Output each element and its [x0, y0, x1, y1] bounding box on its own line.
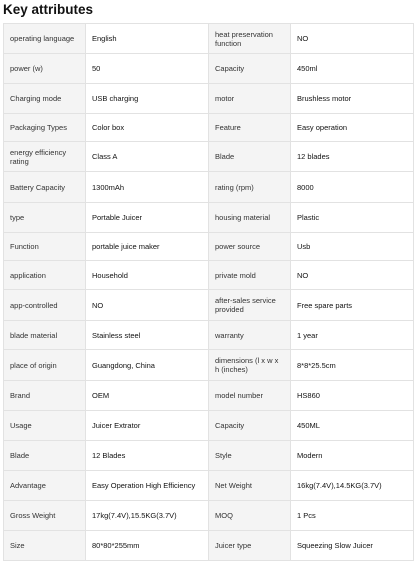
attribute-label: operating language — [4, 24, 86, 54]
attribute-label: dimensions (l x w x h (inches) — [209, 350, 291, 381]
table-row — [4, 84, 414, 114]
attribute-label: Capacity — [209, 54, 291, 84]
attribute-value: OEM — [86, 381, 209, 411]
attribute-value: NO — [86, 290, 209, 321]
table-row — [4, 411, 414, 441]
table-row — [4, 381, 414, 411]
attribute-value: Easy operation — [291, 114, 414, 142]
attribute-value: NO — [291, 261, 414, 290]
attribute-label: Style — [209, 441, 291, 471]
attribute-label: Capacity — [209, 411, 291, 441]
attribute-label: power (w) — [4, 54, 86, 84]
attribute-label: Packaging Types — [4, 114, 86, 142]
attribute-value: USB charging — [86, 84, 209, 114]
attribute-value: 12 Blades — [86, 441, 209, 471]
attribute-value: NO — [291, 24, 414, 54]
table-row — [4, 54, 414, 84]
attribute-value: Plastic — [291, 203, 414, 233]
attribute-label: application — [4, 261, 86, 290]
attribute-label: power source — [209, 233, 291, 261]
attribute-value: Easy Operation High Efficiency — [86, 471, 209, 501]
attribute-value: Color box — [86, 114, 209, 142]
table-row — [4, 501, 414, 531]
attribute-value: Squeezing Slow Juicer — [291, 531, 414, 561]
attribute-label: Juicer type — [209, 531, 291, 561]
attribute-label: Feature — [209, 114, 291, 142]
attribute-value: 8*8*25.5cm — [291, 350, 414, 381]
attributes-table-body — [4, 24, 414, 561]
table-row — [4, 350, 414, 381]
attribute-value: 450ML — [291, 411, 414, 441]
attribute-value: Brushless motor — [291, 84, 414, 114]
table-row — [4, 531, 414, 561]
attribute-label: Charging mode — [4, 84, 86, 114]
attribute-label: Net Weight — [209, 471, 291, 501]
table-row — [4, 114, 414, 142]
attribute-value: 17kg(7.4V),15.5KG(3.7V) — [86, 501, 209, 531]
attribute-label: type — [4, 203, 86, 233]
attribute-value: 8000 — [291, 172, 414, 203]
attribute-value: Stainless steel — [86, 321, 209, 350]
attribute-label: Blade — [4, 441, 86, 471]
attribute-value: Free spare parts — [291, 290, 414, 321]
attribute-value: portable juice maker — [86, 233, 209, 261]
attribute-value: Guangdong, China — [86, 350, 209, 381]
attribute-value: Usb — [291, 233, 414, 261]
attribute-value: Class A — [86, 142, 209, 172]
attribute-label: MOQ — [209, 501, 291, 531]
attribute-label: rating (rpm) — [209, 172, 291, 203]
attribute-label: Function — [4, 233, 86, 261]
attribute-label: Size — [4, 531, 86, 561]
attribute-value: Household — [86, 261, 209, 290]
table-row — [4, 441, 414, 471]
attribute-label: Advantage — [4, 471, 86, 501]
table-row — [4, 290, 414, 321]
attribute-label: motor — [209, 84, 291, 114]
attribute-value: HS860 — [291, 381, 414, 411]
attribute-label: blade material — [4, 321, 86, 350]
attribute-value: 1300mAh — [86, 172, 209, 203]
attributes-table — [3, 23, 414, 561]
attribute-value: 80*80*255mm — [86, 531, 209, 561]
attribute-label: warranty — [209, 321, 291, 350]
attribute-value: Juicer Extrator — [86, 411, 209, 441]
attribute-label: Battery Capacity — [4, 172, 86, 203]
table-row — [4, 172, 414, 203]
attribute-label: Blade — [209, 142, 291, 172]
attribute-value: 1 Pcs — [291, 501, 414, 531]
attribute-value: Modern — [291, 441, 414, 471]
attribute-label: place of origin — [4, 350, 86, 381]
attribute-value: 16kg(7.4V),14.5KG(3.7V) — [291, 471, 414, 501]
attribute-label: housing material — [209, 203, 291, 233]
table-row — [4, 203, 414, 233]
attribute-label: heat preservation function — [209, 24, 291, 54]
attribute-label: after-sales service provided — [209, 290, 291, 321]
attribute-value: 12 blades — [291, 142, 414, 172]
table-row — [4, 261, 414, 290]
attribute-value: 1 year — [291, 321, 414, 350]
table-row — [4, 321, 414, 350]
attribute-label: private mold — [209, 261, 291, 290]
table-row — [4, 24, 414, 54]
attribute-label: Gross Weight — [4, 501, 86, 531]
attribute-label: energy efficiency rating — [4, 142, 86, 172]
table-row — [4, 233, 414, 261]
table-row — [4, 471, 414, 501]
attribute-value: 50 — [86, 54, 209, 84]
attribute-value: English — [86, 24, 209, 54]
section-title: Key attributes — [3, 2, 94, 17]
attribute-value: Portable Juicer — [86, 203, 209, 233]
attribute-label: Brand — [4, 381, 86, 411]
attribute-label: model number — [209, 381, 291, 411]
attribute-label: app-controlled — [4, 290, 86, 321]
attribute-value: 450ml — [291, 54, 414, 84]
table-row — [4, 142, 414, 172]
attribute-label: Usage — [4, 411, 86, 441]
